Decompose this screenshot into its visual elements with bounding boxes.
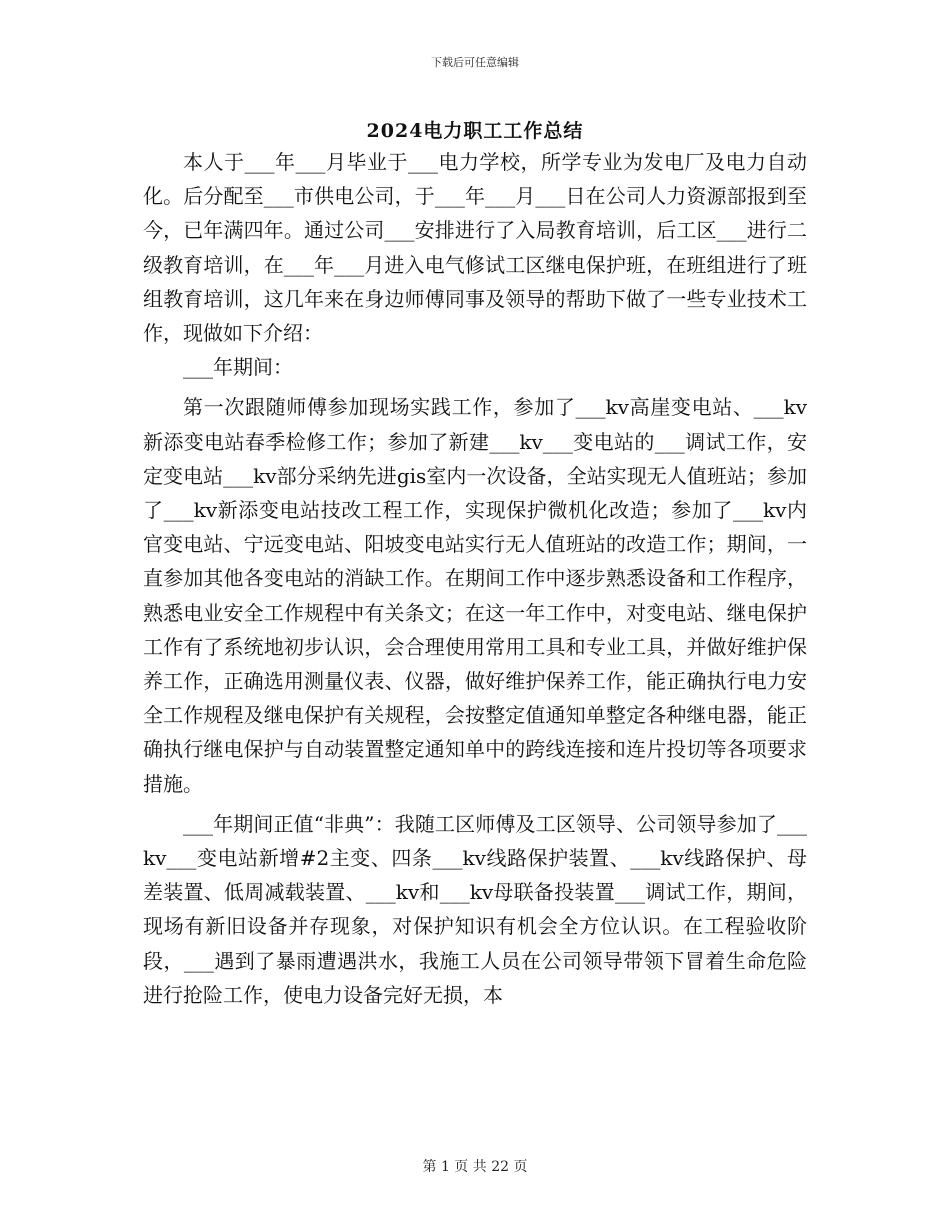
document-body <box>143 145 807 1012</box>
paragraph-intro: 本人于___年___月毕业于___电力学校，所学专业为发电厂及电力自动化。后分配至___市供电公司，于___年___月___日在公司人力资源部报到至今，已年满四年。通过公司___安排进行了入局教育培训，后工区___进行二级教育培训，在___年___月进入电气修试工区继电保护班，在班组进行了班组教育培训，这几年来在身边师傅同事及领导的帮助下做了一些专业技术工作，现做如下介绍： <box>143 150 807 346</box>
page-number: 第 1 页 共 22 页 <box>422 1159 528 1175</box>
paragraph-year-heading: ___年期间： <box>183 355 293 380</box>
page-header-note: 下载后可任意编辑 <box>431 56 519 69</box>
paragraph-sars-year: ___年期间正值“非典”：我随工区师傅及工区领导、公司领导参加了___kv___变电站新增#2主变、四条___kv线路保护装置、___kv线路保护、母差装置、低周减载装置、___kv和___kv母联备投装置___调试工作，期间，现场有新旧设备并存现象，对保护知识有机会全方位认识。在工程验收阶段，___遇到了暴雨遭遇洪水，我施工人员在公司领导带领下冒着生命危险进行抢险工作，使电力设备完好无损，本 <box>143 811 807 1007</box>
document-title: 2024电力职工工作总结 <box>366 120 584 142</box>
paragraph-first-year: 第一次跟随师傅参加现场实践工作，参加了___kv高崖变电站、___kv新添变电站春季检修工作；参加了新建___kv___变电站的___调试工作，安定变电站___kv部分采纳先进gis室内一次设备，全站实现无人值班站；参加了___kv新添变电站技改工程工作，实现保护微机化改造；参加了___kv内官变电站、宁远变电站、阳坡变电站实行无人值班站的改造工作；期间，一直参加其他各变电站的消缺工作。在期间工作中逐步熟悉设备和工作程序，熟悉电业安全工作规程中有关条文；在这一年工作中，对变电站、继电保护工作有了系统地初步认识，会合理使用常用工具和专业工具，并做好维护保养工作，正确选用测量仪表、仪器，做好维护保养工作，能正确执行电力安全工作规程及继电保护有关规程，会按整定值通知单整定各种继电器，能正确执行继电保护与自动装置整定通知单中的跨线连接和连片投切等各项要求措施。 <box>143 395 807 796</box>
